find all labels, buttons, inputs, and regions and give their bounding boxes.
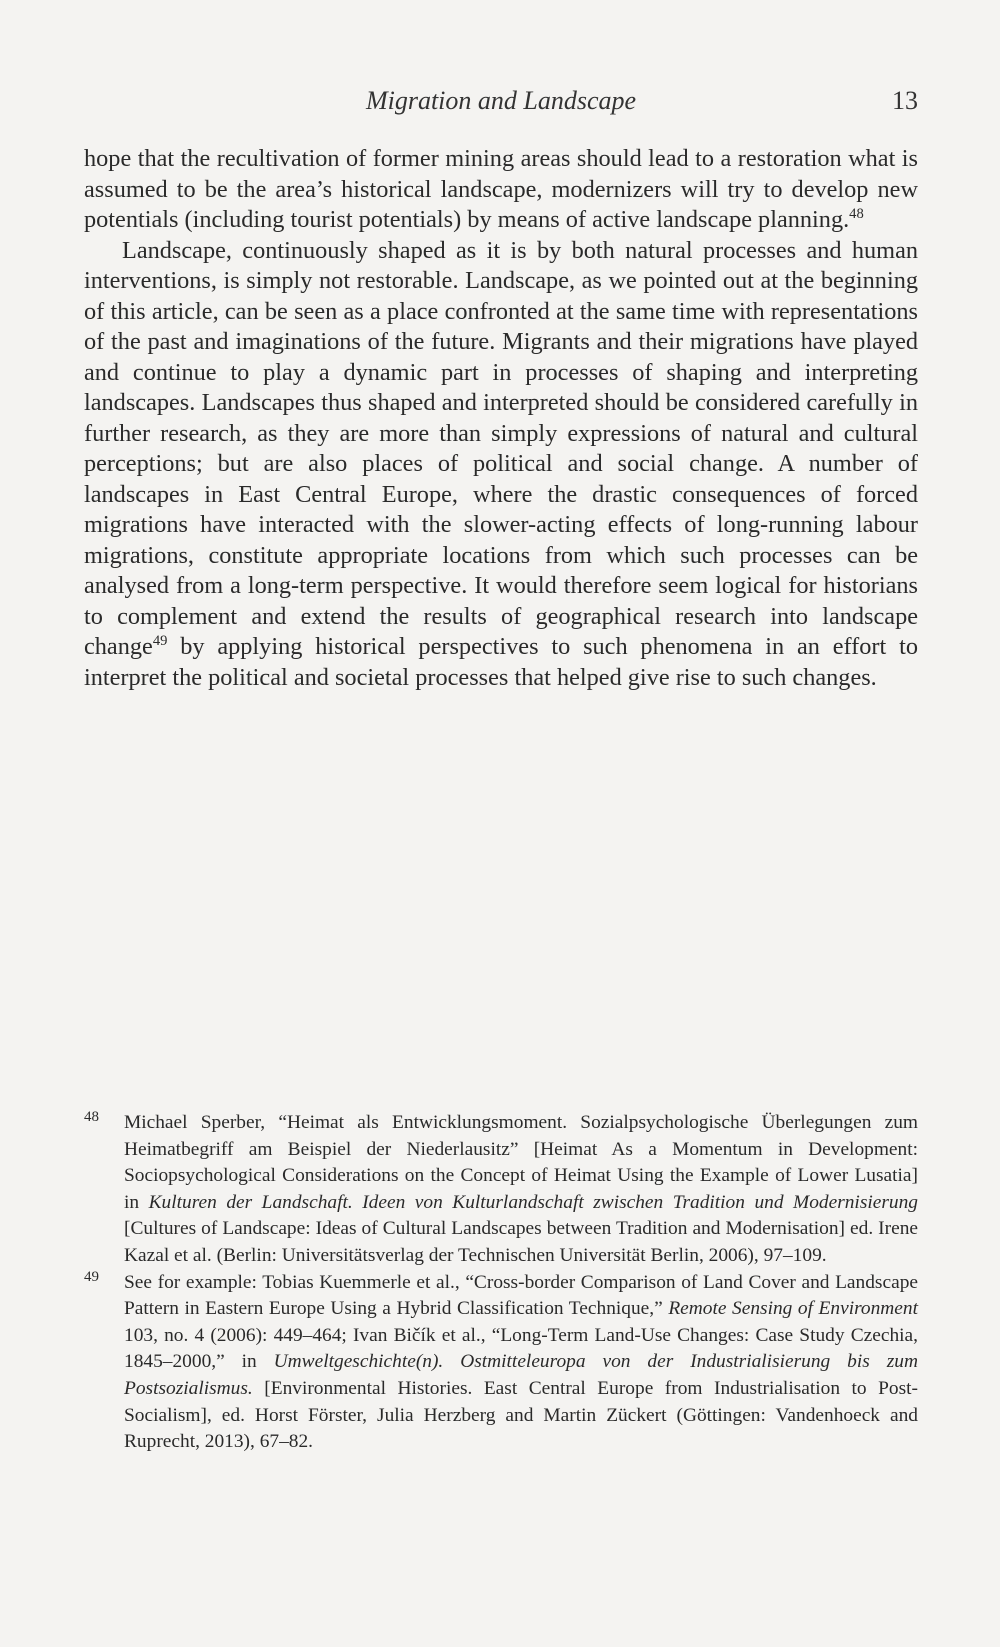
footnote-text: See for example: Tobias Kuemmerle et al., “Cross-border Comparison of Land Cover and Landscape Pattern in Eastern Europe Using a Hybrid Classification Technique,” — [124, 1271, 918, 1320]
footnote-text: 103, no. 4 (2006): 449–464; Ivan Bičík et al., “Long-Term Land-Use Changes: Case Study Czechia, 1845–2000,” in — [124, 1324, 918, 1373]
paragraph — [84, 236, 918, 694]
footnote-title: Umweltgeschichte(n). Ostmitteleuropa von der Industrialisierung bis zum Postsozialismus. — [124, 1351, 918, 1399]
footnote-reference: 48 — [849, 205, 864, 222]
footnote-number: 49 — [84, 1268, 99, 1285]
footnote-text: Michael Sperber, “Heimat als Entwicklungsmoment. Sozialpsychologische Überlegungen zum Heimatbegriff am Beispiel der Niederlausitz” [Heimat As a Momentum in Development: Sociopsychological Considerations on the Concept of Heimat Using the Example of Lower Lusatia] in — [124, 1112, 918, 1213]
footnote — [84, 1270, 918, 1456]
footnotes — [84, 1110, 918, 1456]
footnote-number: 48 — [84, 1109, 99, 1125]
paragraph-text: hope that the recultivation of former mining areas should lead to a restoration what is assumed to be the area’s historical landscape, modernizers will try to develop new potentials (including tourist potentials) by means of active landscape planning. — [84, 145, 918, 233]
main-text — [84, 144, 918, 693]
footnote — [84, 1110, 918, 1270]
running-head — [84, 86, 918, 116]
footnote-reference: 49 — [152, 632, 168, 649]
paragraph-text: Landscape, continuously shaped as it is by both natural processes and human interventions, is simply not restorable. Landscape, as we pointed out at the beginning of this article, can be seen as a place confronted at the same time with representations of the past and imaginations of the future. Migrants and their migrations have played and continue to play a dynamic part in processes of shaping and interpreting landscapes. Landscapes thus shaped and interpreted should be considered carefully in further research, as they are more than simply expressions of natural and cultural perceptions; but are also places of political and social change. A number of landscapes in East Central Europe, where the drastic consequences of forced migrations have interacted with the slower-acting effects of long-running labour migrations, constitute appropriate locations from which such processes can be analysed from a long-term perspective. It would therefore seem logical for historians to complement and extend the results of geographical research into landscape change — [84, 236, 918, 660]
footnote-text: [Cultures of Landscape: Ideas of Cultural Landscapes between Tradition and Modernisation] ed. Irene Kazal et al. (Berlin: Universitätsverlag der Technischen Universität Berlin, 2006), 97–109. — [124, 1218, 918, 1266]
paragraph-continued — [84, 144, 918, 236]
page-number: 13 — [892, 86, 918, 115]
footnote-title: Remote Sensing of Environment — [668, 1298, 918, 1320]
running-title: Migration and Landscape — [365, 86, 637, 115]
footnote-text: [Environmental Histories. East Central Europe from Industrialisation to Post-Socialism], ed. Horst Förster, Julia Herzberg and Martin Zückert (Göttingen: Vandenhoeck and Ruprecht, 2013), 67–82. — [124, 1377, 918, 1453]
paragraph-text: by applying historical perspectives to such phenomena in an effort to interpret the political and societal processes that helped give rise to such changes. — [84, 633, 918, 691]
footnote-title: Kulturen der Landschaft. Ideen von Kulturlandschaft zwischen Tradition und Modernisierung — [148, 1191, 918, 1213]
